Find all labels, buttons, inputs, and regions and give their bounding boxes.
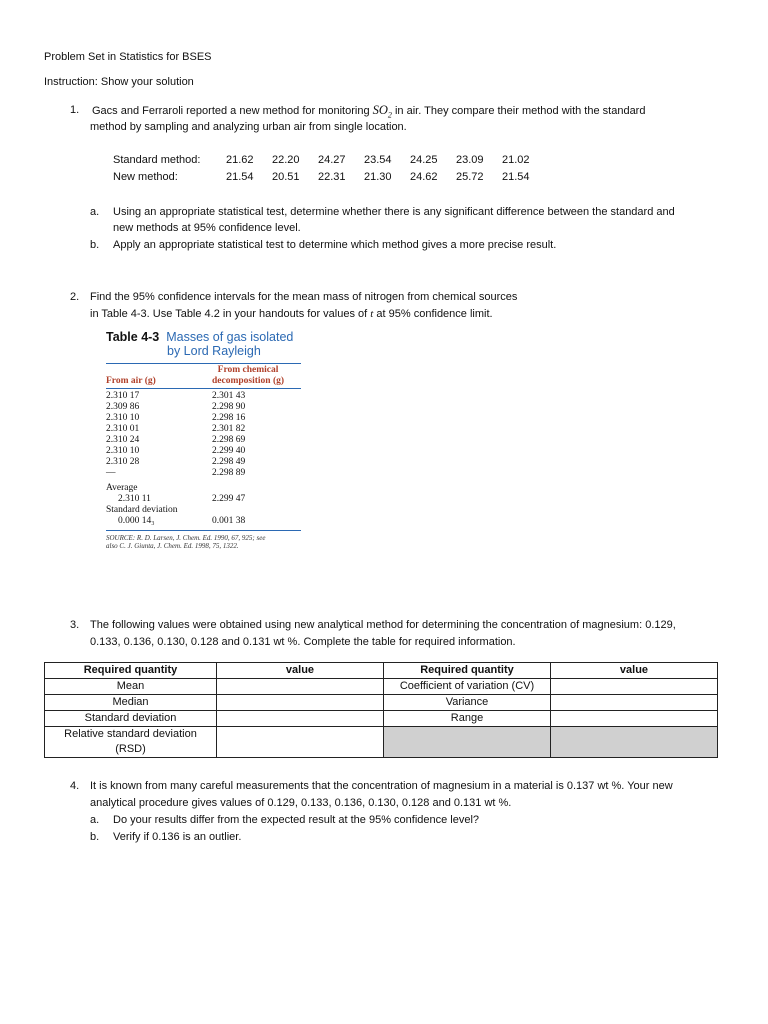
mean-value-cell[interactable] [217, 679, 384, 695]
required-quantity-table [44, 662, 718, 758]
new-value: 25.72 [456, 171, 484, 183]
quantity-variance: Variance [384, 695, 551, 711]
so2-formula [372, 103, 392, 120]
col-chemical-header-line-2: decomposition (g) [212, 376, 285, 386]
new-method-label: New method: [113, 171, 178, 183]
standard-value: 24.25 [410, 154, 438, 166]
new-value: 24.62 [410, 171, 438, 183]
quantity-rsd [45, 727, 217, 758]
table-4-3-label: Table 4-3 [106, 330, 160, 344]
problem-2-text-a: in Table 4-3. Use Table 4.2 in your handouts for values of [90, 308, 371, 320]
instruction: Instruction: Show your solution [44, 76, 194, 88]
shaded-cell [384, 727, 551, 758]
problem-1-number: 1. [70, 104, 80, 116]
problem-3-number: 3. [70, 619, 80, 631]
sd-row [106, 516, 301, 527]
new-value: 21.30 [364, 171, 392, 183]
sd-air: 0.000 14₃ [118, 516, 155, 526]
problem-4b-label: b. [90, 831, 100, 843]
table-4-3-rows [106, 391, 301, 527]
problem-4-number: 4. [70, 780, 80, 792]
header-value: value [217, 663, 384, 679]
quantity-standard-deviation: Standard deviation [45, 711, 217, 727]
standard-value: 23.09 [456, 154, 484, 166]
table-row [106, 424, 301, 435]
average-row [106, 494, 301, 505]
table-row [45, 711, 718, 727]
problem-1b-label: b. [90, 239, 100, 251]
chemical-mass: 2.298 16 [212, 413, 246, 423]
col-chemical-header-line-1: From chemical [217, 365, 279, 375]
table-row [106, 468, 301, 479]
table-4-3-title-line-2: by Lord Rayleigh [167, 344, 261, 358]
table-row [106, 413, 301, 424]
average-label: Average [106, 483, 138, 493]
problem-2-line-2 [90, 306, 493, 322]
so2-subscript: 2 [387, 110, 392, 120]
quantity-range: Range [384, 711, 551, 727]
table-4-3-header [106, 364, 301, 388]
chemical-mass: 2.298 49 [212, 457, 246, 467]
table-row [106, 457, 301, 468]
problem-1a-line-1: Using an appropriate statistical test, determine whether there is any significant difference between the standard and [113, 206, 675, 218]
chemical-mass: 2.301 82 [212, 424, 246, 434]
chemical-mass: 2.301 43 [212, 391, 246, 401]
problem-1-text-a: Gacs and Ferraroli reported a new method for monitoring [92, 105, 370, 117]
table-4-3-header-rule [106, 388, 301, 389]
quantity-median: Median [45, 695, 217, 711]
table-4-3 [106, 330, 301, 550]
table-4-3-title-line-1: Masses of gas isolated [166, 330, 294, 344]
problem-3-line-1: The following values were obtained using new analytical method for determining the concentration of magnesium: 0.129, [90, 619, 676, 631]
chemical-mass: 2.299 40 [212, 446, 246, 456]
air-mass: 2.310 01 [106, 424, 140, 434]
table-row [106, 402, 301, 413]
problem-2-number: 2. [70, 291, 80, 303]
source-line-2: also C. J. Giunta, J. Chem. Ed. 1998, 75, 1322. [106, 542, 239, 550]
table-row [106, 435, 301, 446]
air-mass: 2.310 10 [106, 413, 140, 423]
standard-value: 22.20 [272, 154, 300, 166]
standard-method-label: Standard method: [113, 154, 201, 166]
problem-4-line-1: It is known from many careful measurements that the concentration of magnesium in a material is 0.137 wt %. Your new [90, 780, 673, 792]
problem-4a-text: Do your results differ from the expected result at the 95% confidence level? [113, 814, 480, 826]
table-row [45, 695, 718, 711]
sd-chemical: 0.001 38 [212, 516, 246, 526]
t-symbol: t [370, 308, 374, 320]
problem-2-line-1: Find the 95% confidence intervals for the mean mass of nitrogen from chemical sources [90, 291, 518, 303]
chemical-mass: 2.298 69 [212, 435, 246, 445]
table-4-3-source [106, 534, 301, 550]
rsd-line-2: (RSD) [115, 743, 146, 755]
page-title: Problem Set in Statistics for BSES [44, 51, 212, 63]
range-value-cell[interactable] [551, 711, 718, 727]
table-row [45, 679, 718, 695]
average-chemical: 2.299 47 [212, 494, 246, 504]
standard-value: 21.62 [226, 154, 254, 166]
sd-label-row [106, 505, 301, 516]
table-4-3-bottom-rule [106, 530, 301, 531]
cv-value-cell[interactable] [551, 679, 718, 695]
col-air-header: From air (g) [106, 376, 156, 386]
average-label-row [106, 483, 301, 494]
new-value: 21.54 [502, 171, 530, 183]
standard-value: 21.02 [502, 154, 530, 166]
shaded-cell [551, 727, 718, 758]
problem-2-text-b: at 95% confidence limit. [373, 308, 493, 320]
table-row [45, 727, 718, 758]
problem-4a-label: a. [90, 814, 100, 826]
problem-1a-line-2: new methods at 95% confidence level. [113, 222, 301, 234]
problem-1a-label: a. [90, 206, 100, 218]
table-4-3-title [106, 330, 301, 358]
header-value-2: value [551, 663, 718, 679]
sd-label: Standard deviation [106, 505, 178, 515]
standard-value: 24.27 [318, 154, 346, 166]
air-mass: 2.310 28 [106, 457, 140, 467]
col-chemical-header [212, 365, 284, 387]
air-mass: 2.310 24 [106, 435, 140, 445]
table-header-row [45, 663, 718, 679]
standard-value: 23.54 [364, 154, 392, 166]
rsd-line-1: Relative standard deviation [64, 728, 197, 740]
air-mass: — [106, 468, 116, 478]
so2-symbol: SO [372, 103, 388, 117]
new-value: 21.54 [226, 171, 254, 183]
problem-4b-text: Verify if 0.136 is an outlier. [113, 831, 242, 843]
sd-value-cell[interactable] [217, 711, 384, 727]
problem-1-line-2: method by sampling and analyzing urban air from single location. [90, 121, 407, 133]
new-value: 20.51 [272, 171, 300, 183]
table-row [106, 391, 301, 402]
average-air: 2.310 11 [118, 494, 151, 504]
median-value-cell[interactable] [217, 695, 384, 711]
header-required-quantity: Required quantity [45, 663, 217, 679]
quantity-cv: Coefficient of variation (CV) [384, 679, 551, 695]
problem-3-line-2: 0.133, 0.136, 0.130, 0.128 and 0.131 wt %. Complete the table for required information. [90, 636, 516, 648]
air-mass: 2.309 86 [106, 402, 140, 412]
air-mass: 2.310 17 [106, 391, 140, 401]
problem-1b-text: Apply an appropriate statistical test to determine which method gives a more precise result. [113, 239, 557, 251]
new-value: 22.31 [318, 171, 346, 183]
problem-1-text-b: in air. They compare their method with the standard [391, 105, 646, 117]
header-required-quantity-2: Required quantity [384, 663, 551, 679]
air-mass: 2.310 10 [106, 446, 140, 456]
standard-method-row [113, 152, 548, 168]
chemical-mass: 2.298 89 [212, 468, 246, 478]
rsd-value-cell[interactable] [217, 727, 384, 758]
problem-4-line-2: analytical procedure gives values of 0.129, 0.133, 0.136, 0.130, 0.128 and 0.131 wt %. [90, 797, 512, 809]
chemical-mass: 2.298 90 [212, 402, 246, 412]
source-line-1: SOURCE: R. D. Larsen, J. Chem. Ed. 1990, 67, 925; see [106, 534, 266, 542]
new-method-row [113, 169, 548, 185]
table-row [106, 446, 301, 457]
variance-value-cell[interactable] [551, 695, 718, 711]
quantity-mean: Mean [45, 679, 217, 695]
